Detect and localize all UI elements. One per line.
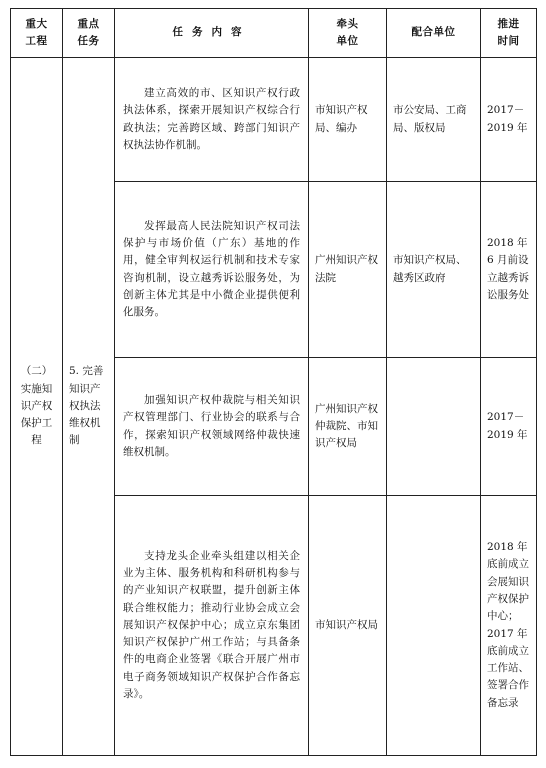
header-lead [309, 9, 387, 58]
header-coop: 配合单位 [387, 9, 481, 58]
content-cell [115, 496, 309, 756]
content-cell [115, 58, 309, 182]
time-cell: 2018 年底前成立会展知识产权保护中心；2017 年底前成立工作站、签署合作备忘录 [481, 496, 537, 756]
coop-cell [387, 496, 481, 756]
header-lead-line-1: 牵头 [336, 17, 359, 30]
coop-cell: 市知识产权局、越秀区政府 [387, 182, 481, 358]
content-text: 加强知识产权仲裁院与相关知识产权管理部门、行业协会的联系与合作，探索知识产权领域网络仲裁快速维权机制。 [123, 393, 300, 458]
content-text: 发挥最高人民法院知识产权司法保护与市场价值（广东）基地的作用，健全审判权运行机制和技术专家咨询机制，设立越秀诉讼服务处，为创新主体尤其是中小微企业提供便利化服务。 [123, 219, 300, 319]
time-cell: 2017－2019 年 [481, 358, 537, 496]
table-row [11, 58, 537, 182]
header-project [11, 9, 63, 58]
coop-cell: 市公安局、工商局、版权局 [387, 58, 481, 182]
lead-cell: 广州知识产权仲裁院、市知识产权局 [309, 358, 387, 496]
lead-cell: 市知识产权局 [309, 496, 387, 756]
lead-cell: 广州知识产权法院 [309, 182, 387, 358]
project-cell: （二）实施知识产权保护工程 [11, 58, 63, 756]
content-cell [115, 358, 309, 496]
header-time-line-2: 时间 [497, 35, 520, 47]
header-row [11, 9, 537, 58]
content-text: 支持龙头企业牵头组建以相关企业为主体、服务机构和科研机构参与的产业知识产权联盟，提升创新主体联合维权能力；推动行业协会成立会展知识产权保护中心；成立京东集团知识产权保护广州工作站；与具备条件的电商企业签署《联合开展广州市电子商务领域知识产权保护合作备忘录》。 [123, 549, 300, 701]
content-text: 建立高效的市、区知识产权行政执法体系，探索开展知识产权综合行政执法；完善跨区域、跨部门知识产权执法协作机制。 [123, 86, 300, 151]
time-cell: 2018 年 6 月前设立越秀诉讼服务处 [481, 182, 537, 358]
task-cell: 5. 完善知识产权执法维权机制 [63, 58, 115, 756]
header-task-line-2: 任务 [77, 35, 100, 47]
header-time-line-1: 推进 [497, 17, 520, 30]
header-time [481, 9, 537, 58]
time-cell: 2017－2019 年 [481, 58, 537, 182]
header-project-line-1: 重大 [25, 17, 48, 30]
task-table [10, 8, 537, 756]
header-task-line-1: 重点 [77, 17, 100, 30]
coop-cell [387, 358, 481, 496]
header-task [63, 9, 115, 58]
content-cell [115, 182, 309, 358]
header-content: 任务内容 [115, 9, 309, 58]
header-project-line-2: 工程 [25, 35, 48, 47]
lead-cell: 市知识产权局、编办 [309, 58, 387, 182]
header-lead-line-2: 单位 [336, 35, 359, 47]
